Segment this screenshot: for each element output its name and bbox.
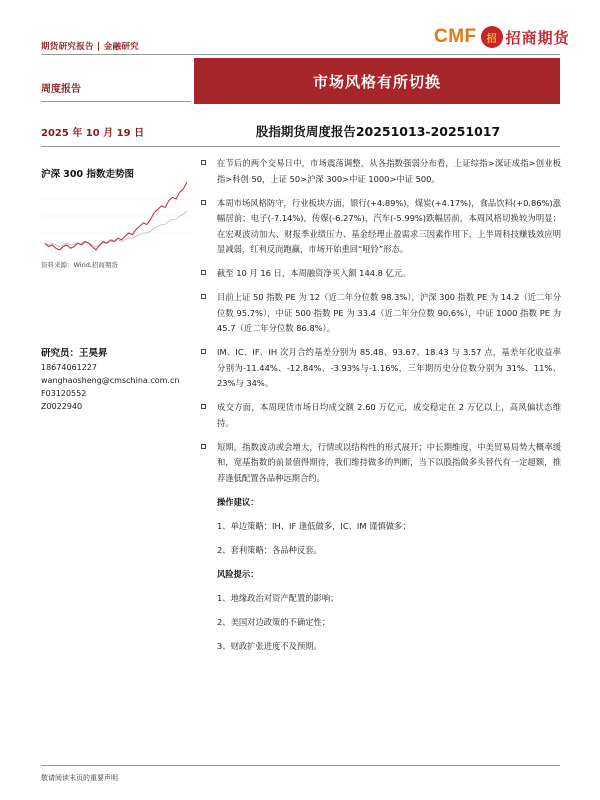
summary-text: 短期，指数波动或会增大，行情或以结构性的形式展开；中长期维度，中美贸易局势大概率缓和，宽基指数的前景值得期待，我们维持做多的判断，当下以股指做多头替代有一定超额，推荐逢低配置各品种远期合约。 — [217, 441, 561, 483]
square-bullet-icon — [201, 160, 206, 165]
chart-source: 资料来源：Wind,招商期货 — [41, 261, 118, 269]
summary-item — [201, 400, 561, 431]
summary-item — [201, 266, 561, 282]
summary-text: 在节后的两个交易日中，市场震荡调整，从各指数强弱分布看，上证综指>深证成指>创业板指>科创 50，上证 50>沪深 300>中证 1000>中证 500。 — [217, 158, 561, 184]
summary-item — [201, 290, 561, 337]
risk-item: 2、美国对边政策的不确定性； — [217, 616, 331, 627]
advice-heading: 操作建议： — [217, 496, 259, 507]
advice-item: 1、单边策略：IH、IF 逢低做多，IC、IM 谨慎做多； — [217, 520, 411, 531]
summary-item — [201, 345, 561, 392]
summary-item — [201, 156, 561, 187]
square-bullet-icon — [201, 404, 206, 409]
author-name: 研究员：王昊昇 — [41, 348, 108, 359]
license-number: Z0022940 — [41, 402, 83, 411]
report-summary — [201, 156, 561, 663]
square-bullet-icon — [201, 200, 206, 205]
logo-seal-icon: 招 — [481, 26, 503, 48]
logo-text: CMF — [434, 26, 477, 47]
summary-item — [201, 440, 561, 487]
chart-title: 沪深 300 指数走势图 — [41, 169, 134, 180]
square-bullet-icon — [201, 270, 206, 275]
advice-item: 2、套利策略：各品种反套。 — [217, 544, 322, 555]
square-bullet-icon — [201, 349, 206, 354]
author-phone: 18674061227 — [41, 363, 97, 372]
risk-item: 3、财政扩张进度不及预期。 — [217, 640, 322, 651]
header-divider — [41, 54, 560, 55]
company-logo — [434, 22, 570, 52]
author-email[interactable]: wanghaosheng@cmschina.com.cn — [41, 376, 180, 385]
summary-text: 成交方面，本周现货市场日均成交额 2.60 万亿元，成交稳定在 2 万亿以上，高风偏状态维持。 — [217, 402, 561, 428]
banner-title: 市场风格有所切换 — [194, 58, 560, 104]
risk-item: 1、地缘政治对资产配置的影响； — [217, 592, 339, 603]
report-title: 股指期货周度报告20251013-20251017 — [255, 124, 501, 139]
license-number: F03120552 — [41, 389, 87, 398]
report-date: 2025 年 10 月 19 日 — [41, 128, 145, 139]
risk-heading: 风险提示： — [217, 568, 259, 579]
title-divider — [41, 146, 560, 147]
square-bullet-icon — [201, 294, 206, 299]
summary-text: IM、IC、IF、IH 次月合约基差分别为 85.48、93.67、18.43 与 3.57 点，基差年化收益率分别为-11.44%、-12.84%、-3.93%与-1.16%，三年期历史分位数分别为 31%、11%、23%与 34%。 — [217, 347, 561, 388]
summary-item — [201, 196, 561, 258]
footer-divider — [41, 765, 560, 766]
square-bullet-icon — [201, 444, 206, 449]
report-category: 期货研究报告 | 金融研究 — [41, 42, 139, 52]
summary-text: 本周市场风格防守，行业板块方面，银行(+4.89%)，煤炭(+4.17%)，食品饮料(+0.86%)涨幅居前；电子(-7.14%)，传媒(-6.27%)，汽车(-5.99%)跌幅居前，本周风格切换较为明显；在宏观波动加大、财报季业绩压力、基金经理止盈需求三因素作用下，上半周科技赚钱效应明显减弱，红利反而跑赢，市场开始重回“哑铃”形态。 — [217, 197, 561, 254]
footer-disclaimer: 敬请阅读末页的重要声明 — [41, 774, 118, 782]
summary-text: 目前上证 50 指数 PE 为 12（近二年分位数 98.3%），沪深 300 指数 PE 为 14.2（近二年分位数 95.7%），中证 500 指数 PE 为 33.4（近二年分位数 90.6%），中证 1000 指数 PE 为 45.7（近二年分位数 86.8%）。 — [217, 292, 561, 333]
report-type-divider — [41, 101, 191, 102]
index-trend-chart — [41, 178, 191, 254]
summary-text: 截至 10 月 16 日，本周融资净买入额 144.8 亿元。 — [217, 268, 411, 278]
logo-company-name: 招商期货 — [505, 28, 570, 47]
report-type: 周度报告 — [41, 84, 81, 95]
